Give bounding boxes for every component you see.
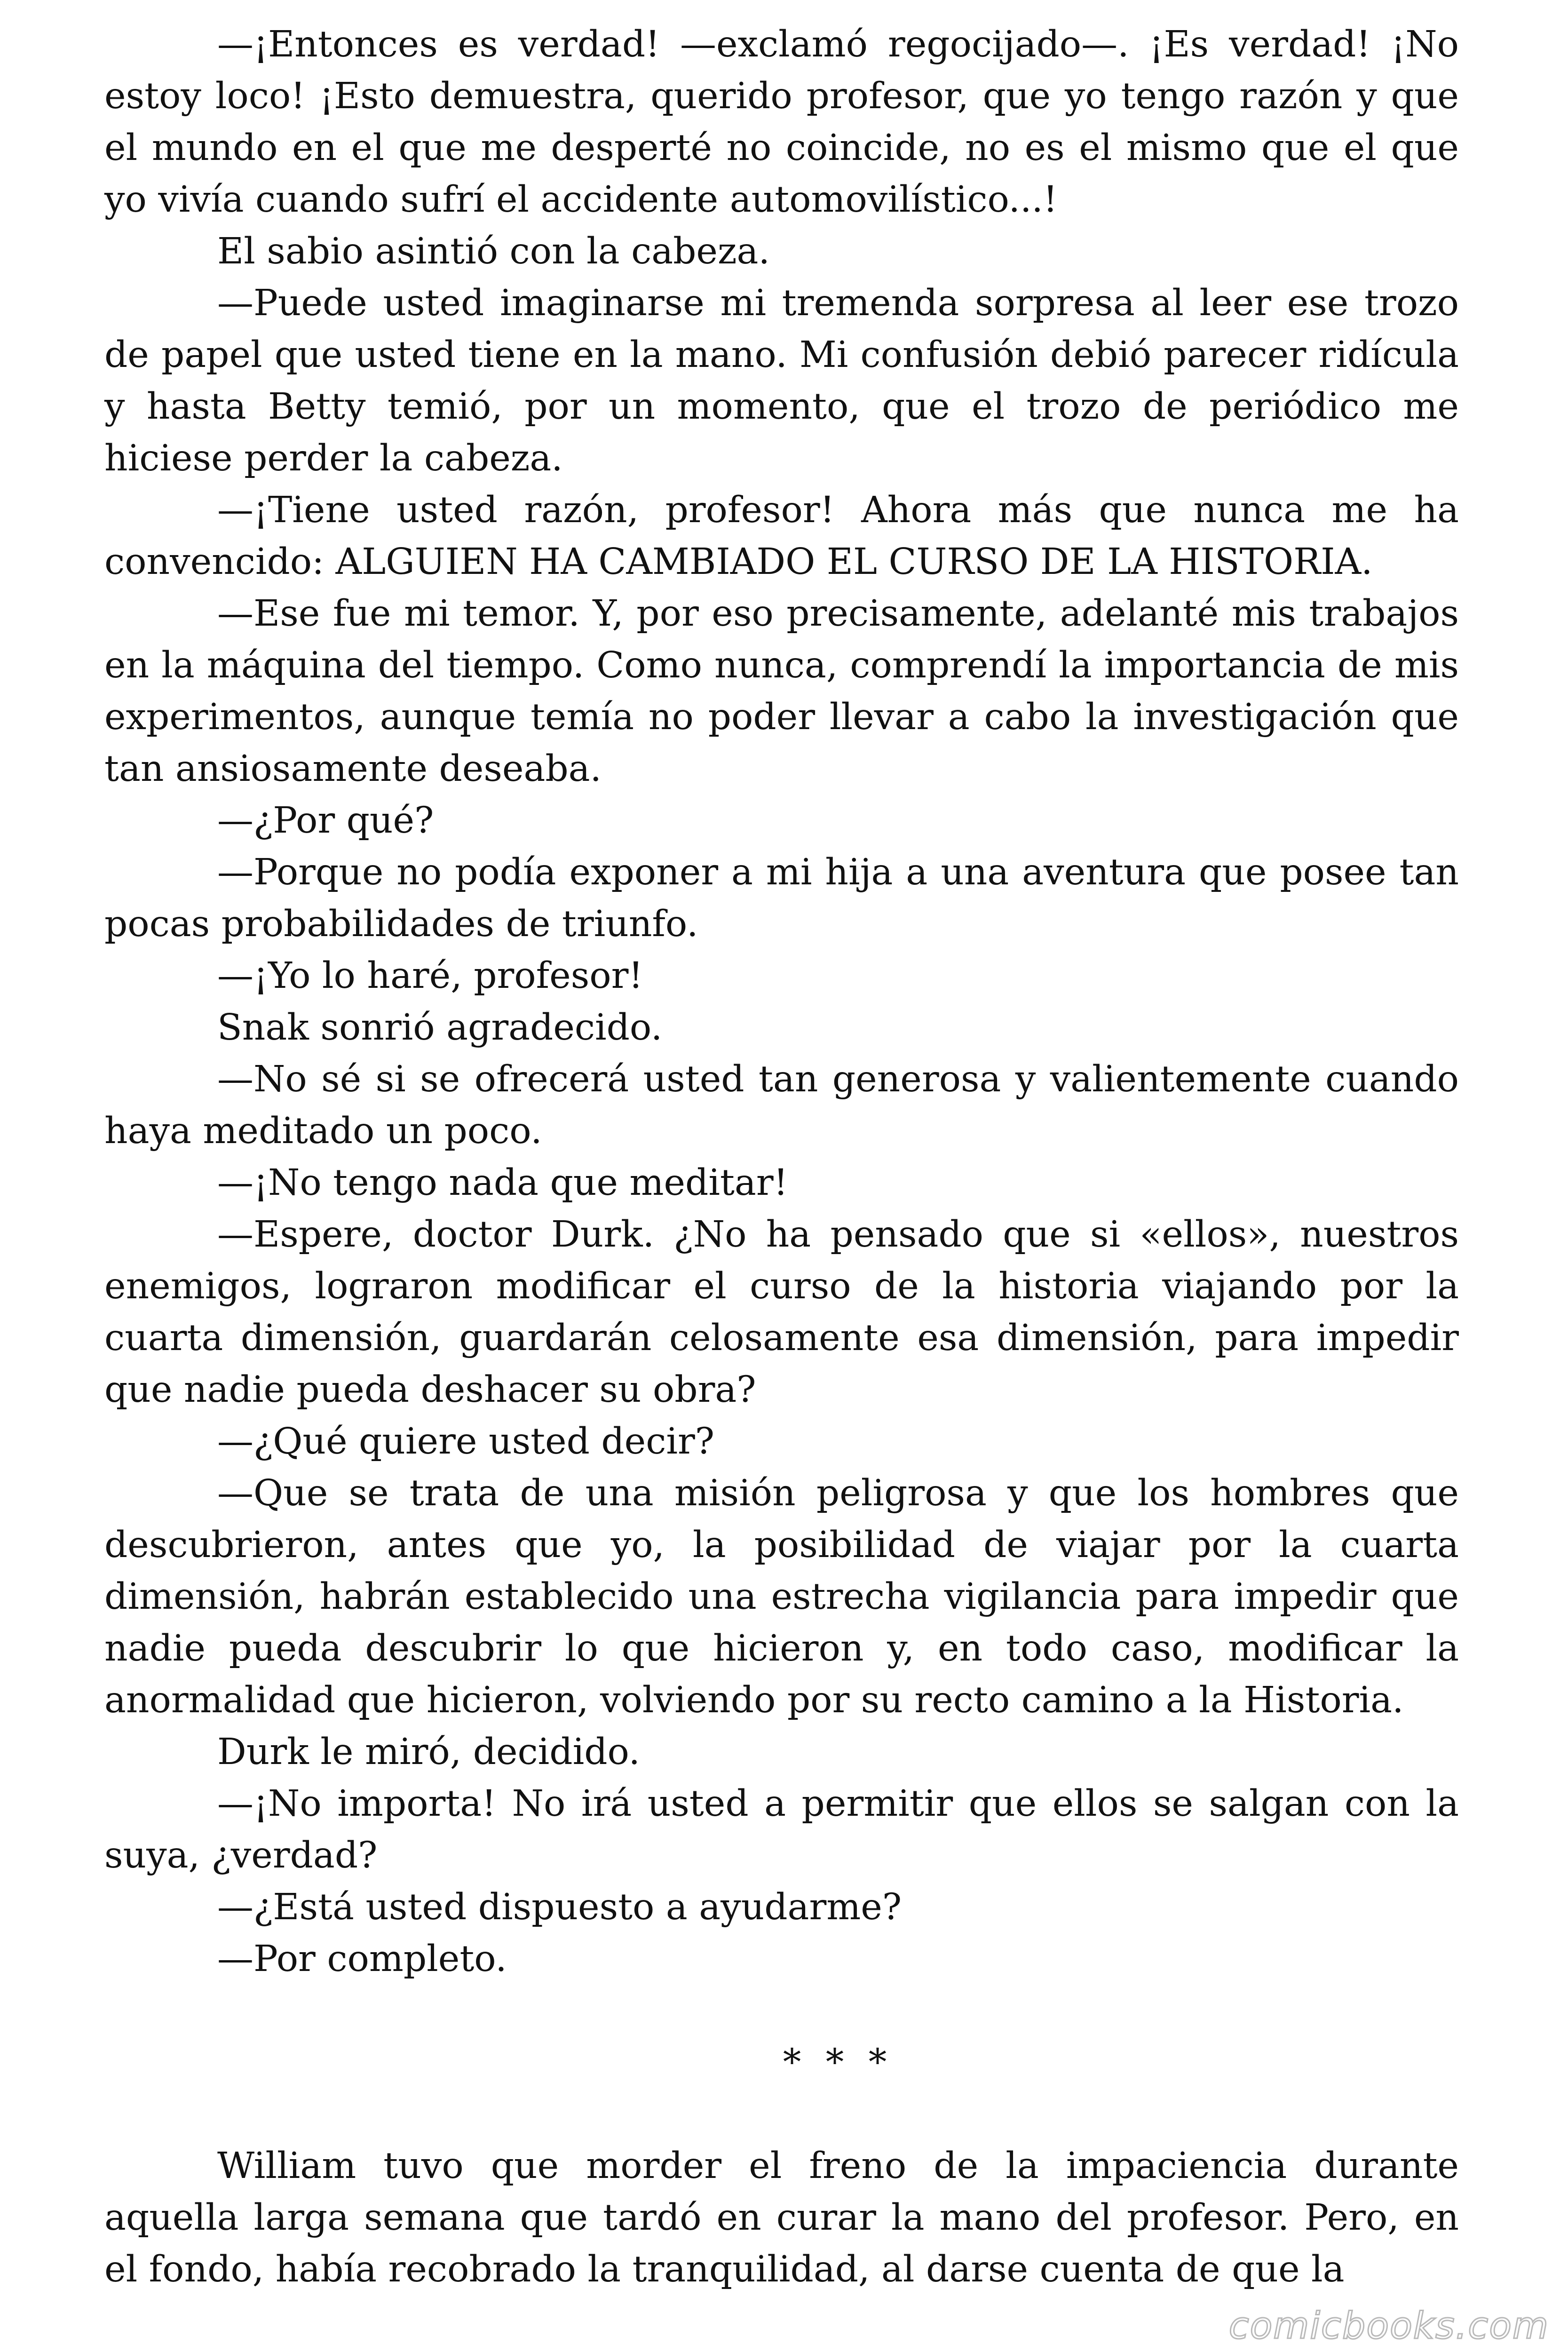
scene-break: * * * xyxy=(783,2042,894,2083)
paragraph: —Por completo. xyxy=(217,1938,507,1980)
paragraph: —¿Qué quiere usted decir? xyxy=(217,1421,715,1462)
paragraph: —Puede usted imaginarse mi tremenda sorpresa al leer ese trozo de papel que usted tiene en la mano. Mi confusión debió parecer ridícula y hasta Betty temió, por un momento, que el trozo de periódico me hiciese perder la cabeza. xyxy=(104,282,1459,479)
paragraph: —Espere, doctor Durk. ¿No ha pensado que si «ellos», nuestros enemigos, lograron modificar el curso de la historia viajando por la cuarta dimensión, guardarán celosamente esa dimensión, para impedir que nadie pueda deshacer su obra? xyxy=(104,1214,1459,1411)
paragraph: —Porque no podía exponer a mi hija a una aventura que posee tan pocas probabilidades de triunfo. xyxy=(104,851,1459,945)
paragraph: —¡No tengo nada que meditar! xyxy=(217,1162,788,1204)
paragraph: Snak sonrió agradecido. xyxy=(217,1007,663,1049)
paragraph: —¡Entonces es verdad! —exclamó regocijado—. ¡Es verdad! ¡No estoy loco! ¡Esto demuestra, querido profesor, que yo tengo razón y que el mundo en el que me desperté no coincide, no es el mismo que el que yo vivía cuando sufrí el accidente automovilístico...! xyxy=(104,24,1459,221)
watermark-logo: comicbooks.com xyxy=(1228,2305,1549,2347)
document-page xyxy=(104,19,1459,2296)
paragraph: Durk le miró, decidido. xyxy=(217,1731,640,1773)
paragraph: —¿Por qué? xyxy=(217,800,434,842)
paragraph: —¿Está usted dispuesto a ayudarme? xyxy=(217,1886,902,1928)
paragraph: —Que se trata de una misión peligrosa y que los hombres que descubrieron, antes que yo, la posibilidad de viajar por la cuarta dimensión, habrán establecido una estrecha vigilancia para impedir que nadie pueda descubrir lo que hicieron y, en todo caso, modificar la anormalidad que hicieron, volviendo por su recto camino a la Historia. xyxy=(104,1472,1459,1721)
paragraph: —No sé si se ofrecerá usted tan generosa y valientemente cuando haya meditado un poco. xyxy=(104,1058,1459,1152)
paragraph: —¡No importa! No irá usted a permitir que ellos se salgan con la suya, ¿verdad? xyxy=(104,1783,1459,1876)
paragraph: El sabio asintió con la cabeza. xyxy=(217,230,770,272)
paragraph: —¡Yo lo haré, profesor! xyxy=(217,955,643,997)
paragraph: —Ese fue mi temor. Y, por eso precisamente, adelanté mis trabajos en la máquina del tiempo. Como nunca, comprendí la importancia de mis experimentos, aunque temía no poder llevar a cabo la investigación que tan ansiosamente deseaba. xyxy=(104,593,1459,790)
paragraph: William tuvo que morder el freno de la impaciencia durante aquella larga semana que tardó en curar la mano del profesor. Pero, en el fondo, había recobrado la tranquilidad, al darse cuenta de que la xyxy=(104,2145,1459,2290)
paragraph: —¡Tiene usted razón, profesor! Ahora más que nunca me ha convencido: ALGUIEN HA CAMBIADO EL CURSO DE LA HISTORIA. xyxy=(104,489,1459,583)
